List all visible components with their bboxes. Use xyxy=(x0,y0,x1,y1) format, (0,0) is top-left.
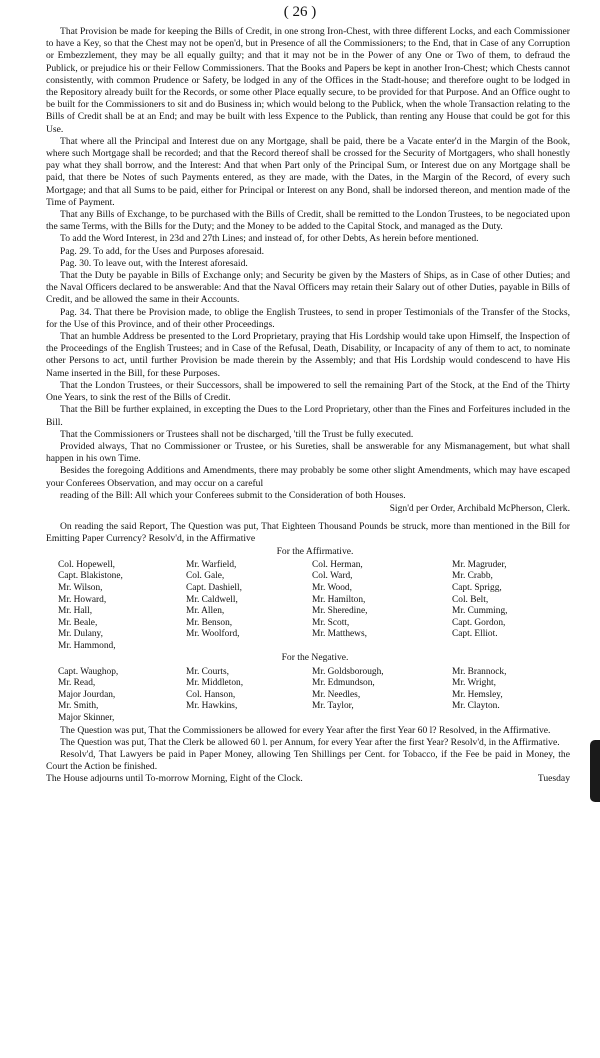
member-name: Major Jourdan, xyxy=(58,689,116,700)
paragraph-11: That the Bill be further explained, in excepting the Dues to the Lord Proprietary, other than the Fines and Forfeitures included in the Bill. xyxy=(46,404,570,428)
member-name: Capt. Sprigg, xyxy=(452,582,502,593)
member-name: Capt. Blakistone, xyxy=(58,571,123,582)
affirmative-column-1 xyxy=(46,560,186,653)
member-name: Mr. Edmundson, xyxy=(312,678,375,689)
member-name: Capt. Elliot. xyxy=(452,629,498,640)
member-name: Col. Ward, xyxy=(312,571,353,582)
member-name: Mr. Wright, xyxy=(452,678,496,689)
ink-blot xyxy=(590,740,600,802)
page-number: ( 26 ) xyxy=(283,4,317,20)
paragraph-14: Besides the foregoing Additions and Amendments, there may probably be some other slight Amendments, which may have escaped your Conferees Observation, and may occur on a careful xyxy=(46,465,570,489)
paragraph-12: That the Commissioners or Trustees shall not be discharged, 'till the Trust be fully executed. xyxy=(60,428,414,440)
closing-paragraph-2: The Question was put, That the Clerk be allowed 60 l. per Annum, for every Year after the first Year? Resolv'd, in the Affirmative. xyxy=(60,736,560,748)
member-name: Mr. Taylor, xyxy=(312,701,354,712)
paragraph-3: That any Bills of Exchange, to be purchased with the Bills of Credit, shall be remitted to the London Trustees, to be negociated upon the same Terms, with the Bills for the Duty; and the Money to be added to the Capital Stock, and managed as the Duty. xyxy=(46,209,570,233)
member-name: Mr. Cumming, xyxy=(452,606,508,617)
negative-column-2 xyxy=(186,667,312,725)
member-name: Col. Belt, xyxy=(452,594,489,605)
paragraph-9: That an humble Address be presented to the Lord Proprietary, praying that His Lordship would take upon Himself, the Inspection of the Proceedings of the English Trustees; and in Case of the Refusal, Death, Disability, or Incapacity of any of them to act, to nominate other Persons to act, until further Provision be made therein by the Assembly; and that His Lordship would condescend to have His Name inserted in the Bill, for these Purposes. xyxy=(46,331,570,379)
member-name: Mr. Dulany, xyxy=(58,629,103,640)
signature-line: Sign'd per Order, Archibald McPherson, Clerk. xyxy=(389,502,570,514)
member-name: Mr. Hemsley, xyxy=(452,689,503,700)
affirmative-heading: For the Affirmative. xyxy=(276,545,354,557)
member-name: Capt. Dashiell, xyxy=(186,582,242,593)
negative-column-1 xyxy=(46,667,186,725)
adjournment-text: The House adjourns until To-morrow Morning, Eight of the Clock. xyxy=(46,773,303,785)
member-name: Mr. Matthews, xyxy=(312,629,367,640)
negative-heading: For the Negative. xyxy=(281,652,349,664)
paragraph-13: Provided always, That no Commissioner or Trustee, or his Sureties, shall be answerable for any Mismanagement, but what shall happen in his own Time. xyxy=(46,440,570,465)
member-name: Mr. Warfield, xyxy=(186,559,237,570)
member-name: Mr. Needles, xyxy=(312,689,361,700)
document-body xyxy=(46,26,570,786)
member-name: Mr. Wilson, xyxy=(58,582,103,593)
paragraph-5: Pag. 29. To add, for the Uses and Purposes aforesaid. xyxy=(60,245,265,257)
member-name: Mr. Clayton. xyxy=(452,701,500,712)
member-name: Mr. Hamilton, xyxy=(312,594,366,605)
member-name: Mr. Magruder, xyxy=(452,559,507,570)
member-name: Mr. Smith, xyxy=(58,701,99,712)
member-name: Mr. Courts, xyxy=(186,666,229,677)
catchword: Tuesday xyxy=(537,773,570,785)
member-name: Col. Herman, xyxy=(312,559,363,570)
paragraph-7: That the Duty be payable in Bills of Exchange only; and Security be given by the Masters of Ships, as in Case of other Duties; and the Naval Officers declared to be answerable: And that the Naval Officers may retain their Salary out of other Duties, payable in Bills of Credit, and be allowed the same in their Accounts. xyxy=(46,270,570,306)
paragraph-2: That where all the Principal and Interest due on any Mortgage, shall be paid, there be a Vacate enter'd in the Margin of the Book, where such Mortgage shall be recorded; and that the Record thereof shall be crossed for the Security of Mortgagers, who shall honestly pay what they shall borrow, and the Interest: And that when Part only of the Principal Sum, or Interest due on any Mortgage shall be paid, that there be Notes of such Payments entered, as they are made, with the Dates, in the Margin of the Record, of every such Mortgage; and that all Sums to be paid, either for Principal or Interest on any Bond, shall be indorsed thereon, and mention made of the Time of Payment. xyxy=(46,135,570,208)
member-name: Mr. Hawkins, xyxy=(186,701,238,712)
affirmative-column-3 xyxy=(312,560,452,653)
member-name: Col. Hopewell, xyxy=(58,559,116,570)
negative-names xyxy=(46,667,570,725)
member-name: Col. Hanson, xyxy=(186,689,236,700)
negative-column-3 xyxy=(312,667,452,725)
member-name: Mr. Beale, xyxy=(58,617,98,628)
member-name: Mr. Howard, xyxy=(58,594,107,605)
paragraph-6: Pag. 30. To leave out, with the Interest aforesaid. xyxy=(60,257,248,269)
member-name: Mr. Hall, xyxy=(58,606,93,617)
member-name: Mr. Sheredine, xyxy=(312,606,368,617)
member-name: Mr. Wood, xyxy=(312,582,352,593)
member-name: Col. Gale, xyxy=(186,571,225,582)
member-name: Capt. Waughop, xyxy=(58,666,119,677)
final-line xyxy=(46,773,570,785)
affirmative-column-2 xyxy=(186,560,312,653)
member-name: Mr. Crabb, xyxy=(452,571,493,582)
member-name: Mr. Benson, xyxy=(186,617,233,628)
member-name: Mr. Scott, xyxy=(312,617,350,628)
paragraph-1: That Provision be made for keeping the Bills of Credit, in one strong Iron-Chest, with three different Locks, and each Commissioner to have a Key, so that the Chest may not be open'd, but in Presence of all the Commissioners; to the End, that in Case of any Corruption or Embezzlement, they may be all equally guilty; and that it may not be in the Power of any One or Two of them, to defraud the Publick, or prejudice his or their Fellow Commissioners. That the Books and Papers be kept in another Iron-Chest; which Chests cannot consistently, with common Prudence or Safety, be lodged in any of the Offices in the Stadt-house; and therefore ought to be lodged in the Repository already built for the Records, or some other Place equally secure, to be provided for that Purpose. And an Office ought to be built for the Commissioners to sit and do Business in; which would belong to the Publick, when the whole Transaction relating to the Bills of Credit shall be at an End; and may be built with less Expence to the Publick, than renting any House that could be got for this Use. xyxy=(46,26,570,135)
member-name: Mr. Middleton, xyxy=(186,678,244,689)
member-name: Mr. Goldsborough, xyxy=(312,666,384,677)
paragraph-8: Pag. 34. That there be Provision made, to oblige the English Trustees, to send in proper Testimonials of the Transfer of the Stocks, for the Use of this Province, and of their other Proceedings. xyxy=(46,306,570,330)
question-paragraph: On reading the said Report, The Question was put, That Eighteen Thousand Pounds be struck, more than mentioned in the Bill for Emitting Paper Currency? Resolv'd, in the Affirmative xyxy=(46,521,570,545)
member-name: Mr. Brannock, xyxy=(452,666,507,677)
closing-paragraph-1: The Question was put, That the Commissioners be allowed for every Year after the first Year 60 l? Resolved, in the Affirmative. xyxy=(60,724,551,736)
member-name: Major Skinner, xyxy=(58,713,115,724)
affirmative-names xyxy=(46,560,570,653)
paragraph-15: reading of the Bill: All which your Conferees submit to the Consideration of both Houses. xyxy=(60,489,406,501)
closing-paragraph-3: Resolv'd, That Lawyers be paid in Paper Money, allowing Ten Shillings per Cent. for Tobacco, if the Fee be paid in Money, the Court the Action be finished. xyxy=(46,749,570,773)
paragraph-10: That the London Trustees, or their Successors, shall be impowered to sell the remaining Part of the Stock, at the End of the Thirty One Years, to sink the rest of the Bills of Credit. xyxy=(46,379,570,404)
negative-column-4 xyxy=(452,667,570,725)
affirmative-column-4 xyxy=(452,560,570,653)
paragraph-4: To add the Word Interest, in 23d and 27th Lines; and instead of, for other Debts, As herein before mentioned. xyxy=(60,233,479,245)
member-name: Mr. Hammond, xyxy=(58,640,116,651)
member-name: Mr. Allen, xyxy=(186,606,225,617)
member-name: Mr. Caldwell, xyxy=(186,594,238,605)
member-name: Capt. Gordon, xyxy=(452,617,506,628)
member-name: Mr. Woolford, xyxy=(186,629,240,640)
member-name: Mr. Read, xyxy=(58,678,96,689)
